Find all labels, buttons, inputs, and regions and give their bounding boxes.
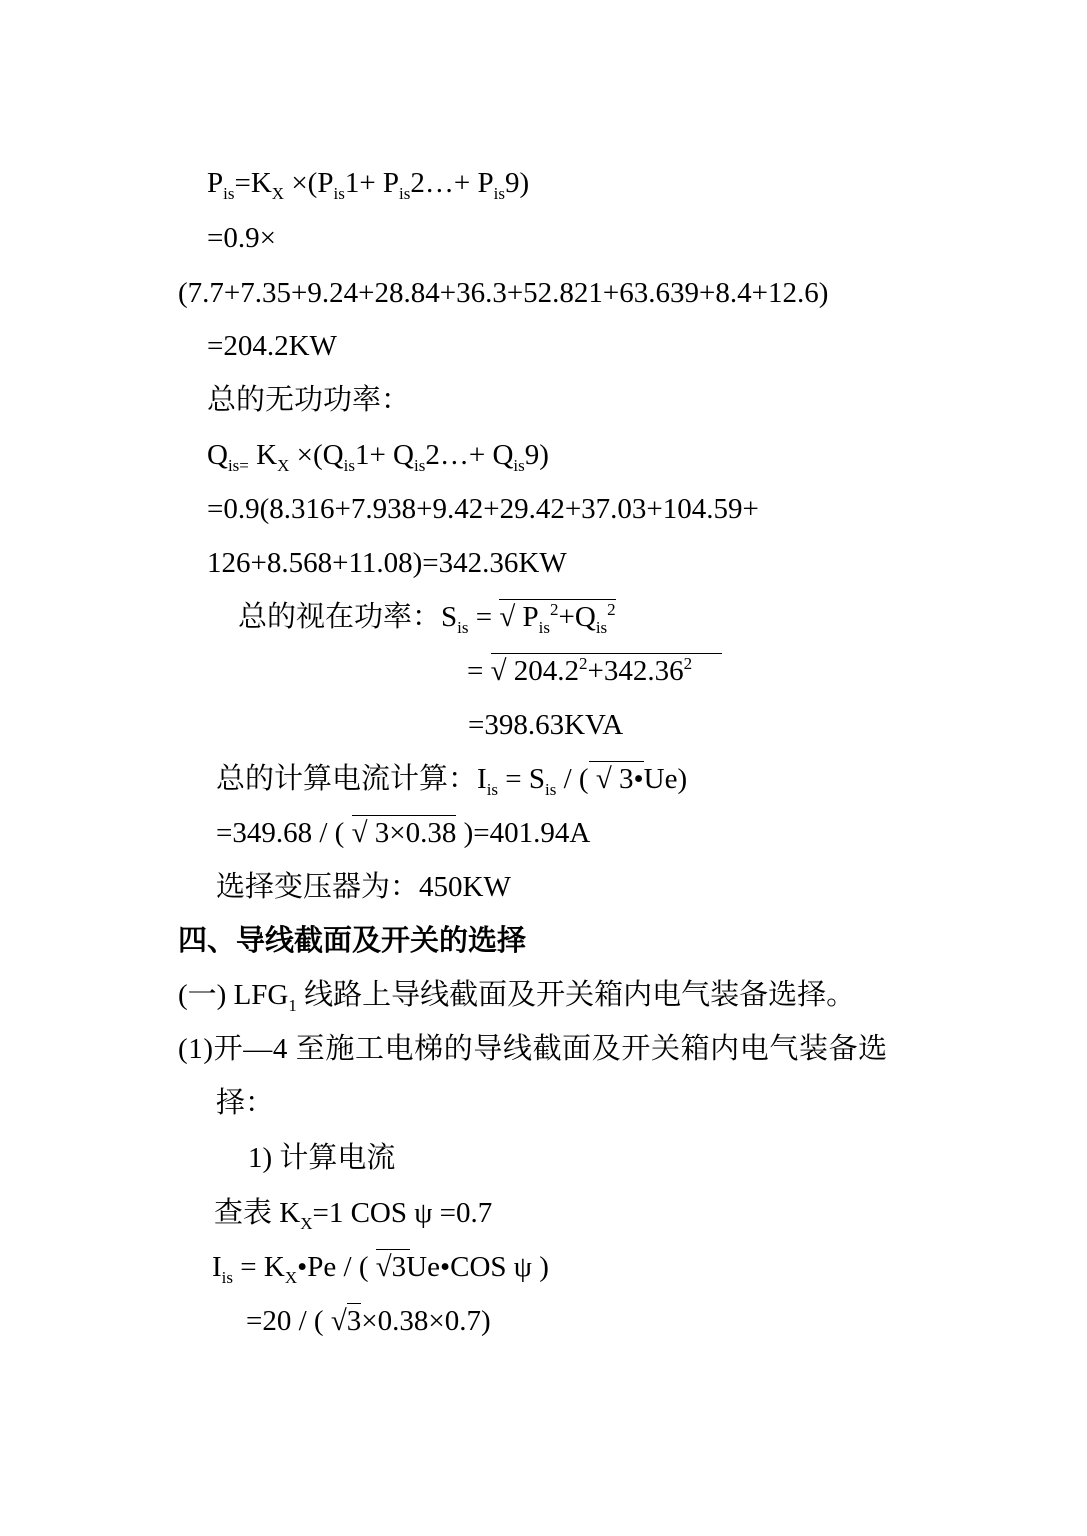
- item-heading-line2: 择：: [216, 1087, 275, 1119]
- current-calculation: [216, 815, 590, 851]
- formula-text: +342.36: [587, 655, 684, 687]
- subscript: is: [493, 184, 505, 203]
- current-calculation-is: [246, 1303, 491, 1339]
- formula-text: 线路上导线截面及开关箱内电气装备选择。: [296, 979, 856, 1011]
- formula-text: ×(Q: [289, 439, 344, 471]
- formula-text: Q: [207, 439, 228, 471]
- subscript: is: [333, 184, 345, 203]
- formula-text: 1+ P: [344, 167, 400, 199]
- qis-formula: [207, 437, 549, 473]
- formula-text: 9): [504, 167, 530, 199]
- subscript: 1: [288, 996, 297, 1015]
- apparent-power-result: =398.63KVA: [468, 709, 624, 741]
- sqrt-radicand: √: [376, 1249, 410, 1283]
- current-formula-is: [212, 1249, 549, 1285]
- apparent-power-label: 总的视在功率：: [238, 601, 442, 633]
- subscript: is: [223, 184, 235, 203]
- apparent-power-formula: [238, 599, 616, 635]
- formula-text: =: [467, 655, 491, 687]
- formula-text: •Pe / (: [297, 1251, 376, 1283]
- subscript: is: [221, 1268, 234, 1287]
- subscript: X: [284, 1268, 298, 1287]
- superscript: 2: [607, 600, 616, 619]
- current-label: 总的计算电流计算：: [216, 763, 478, 795]
- formula-text: =K: [234, 167, 272, 199]
- formula-text: =349.68 / (: [216, 817, 352, 849]
- pis-sum: (7.7+7.35+9.24+28.84+36.3+52.821+63.639+8.4+12.6): [178, 277, 829, 309]
- formula-text: P: [207, 167, 224, 199]
- formula-text: K: [248, 439, 278, 471]
- formula-text: (一) LFG: [178, 979, 289, 1011]
- formula-text: I: [212, 1251, 222, 1283]
- sqrt-radicand: [491, 653, 723, 687]
- formula-text: √: [330, 1305, 347, 1337]
- subscript: is: [538, 618, 550, 637]
- sqrt-radicand: √ 3×0.38: [351, 817, 457, 849]
- qis-expansion-line1: =0.9(8.316+7.938+9.42+29.42+37.03+104.59+: [207, 493, 759, 525]
- current-formula: [216, 761, 687, 797]
- formula-text: Ue): [643, 763, 688, 795]
- formula-text: 9): [524, 439, 549, 471]
- formula-text: I: [477, 763, 487, 795]
- pis-formula: [207, 165, 529, 201]
- formula-text: =20 / (: [246, 1305, 331, 1337]
- sqrt-radicand: 3: [346, 1305, 362, 1337]
- subscript: X: [277, 456, 290, 475]
- formula-text: S: [441, 601, 458, 633]
- formula-text: 2…+ P: [410, 167, 494, 199]
- section-heading: 四、导线截面及开关的选择: [178, 925, 527, 957]
- formula-text: =: [468, 601, 500, 633]
- sqrt-radicand: [499, 599, 616, 637]
- subscript: is: [457, 618, 469, 637]
- formula-text: 查表 K: [214, 1197, 301, 1229]
- superscript: 2: [683, 654, 693, 673]
- pis-coefficient: =0.9×: [207, 222, 276, 254]
- pis-result: =204.2KW: [207, 330, 337, 362]
- subscript: is=: [227, 456, 249, 475]
- formula-text: √ 204.2: [490, 655, 580, 687]
- subscript: is: [399, 184, 411, 203]
- formula-text: √ P: [499, 601, 539, 633]
- formula-text: = S: [498, 763, 546, 795]
- reactive-power-heading: 总的无功功率：: [207, 384, 411, 416]
- transformer-selection: 选择变压器为：450KW: [216, 871, 511, 903]
- qis-expansion-line2: 126+8.568+11.08)=342.36KW: [207, 547, 567, 579]
- formula-text: )=401.94A: [456, 817, 591, 849]
- subscript: is: [414, 456, 426, 475]
- subscript: is: [343, 456, 355, 475]
- formula-text: ×0.38×0.7): [361, 1305, 491, 1337]
- apparent-power-numeric: [467, 653, 722, 689]
- formula-text: = K: [233, 1251, 285, 1283]
- formula-text: / (: [556, 763, 589, 795]
- subscript: is: [595, 618, 608, 637]
- subscript: X: [300, 1214, 313, 1233]
- formula-text: =1 COS ψ =0.7: [312, 1197, 493, 1229]
- formula-text: 3Ue•COS ψ ): [391, 1251, 549, 1283]
- subsection-heading: [178, 977, 855, 1013]
- subscript: is: [486, 780, 499, 799]
- superscript: 2: [550, 600, 559, 619]
- formula-text: 2…+ Q: [425, 439, 514, 471]
- subscript: is: [513, 456, 525, 475]
- formula-text: ×(P: [284, 167, 334, 199]
- superscript: 2: [579, 654, 588, 673]
- sqrt-radicand: √ 3•: [588, 763, 644, 795]
- subscript: X: [271, 184, 285, 203]
- formula-text: 1+ Q: [354, 439, 414, 471]
- step-heading: 1) 计算电流: [248, 1142, 396, 1174]
- formula-text: +Q: [558, 601, 596, 633]
- lookup-values: [214, 1195, 492, 1231]
- subscript: is: [545, 780, 557, 799]
- item-heading-line1: (1)开—4 至施工电梯的导线截面及开关箱内电气装备选: [178, 1033, 888, 1065]
